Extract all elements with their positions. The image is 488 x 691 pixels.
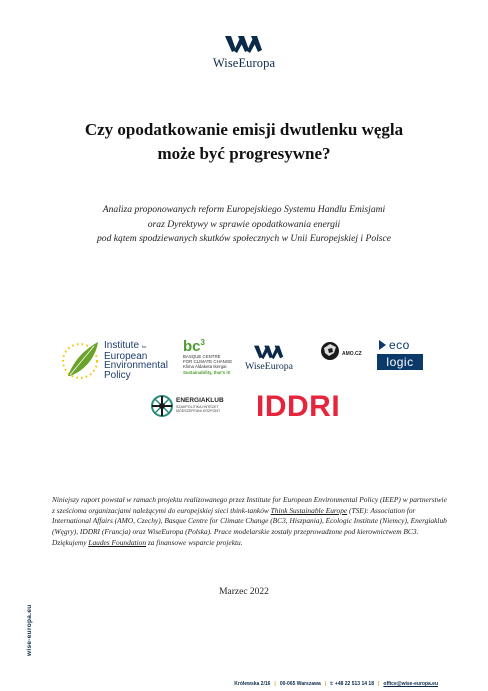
bc3-line-3: Klima Aldaketa Ikergai [183,364,227,369]
wiseeuropa-partner-logo [243,344,295,376]
energiaklub-mark-icon [150,394,174,418]
title-line-1: Czy opodatkowanie emisji dwutlenku węgla [84,120,404,139]
ecologic-logo [377,338,423,378]
side-url[interactable]: wise-europa.eu [26,604,33,656]
note-part-3: za finansowe wsparcie projektu. [146,537,243,547]
iddri-logo: IDDRI [256,390,341,423]
title-line-2: może być progresywne? [157,144,331,163]
publication-date: Marzec 2022 [219,587,269,597]
amo-globe-icon [320,340,340,362]
think-sustainable-europe-link[interactable]: Think Sustainable Europe [270,505,348,515]
footer-email[interactable]: office@wise-europa.eu [383,681,438,687]
ieep-leaf-icon [60,338,102,384]
energiaklub-logo [150,394,240,422]
bc3-name: bc [183,338,201,355]
footer-address: Królewska 2/16 [234,681,271,687]
ecologic-top: eco [389,338,410,352]
subtitle-line-1: Analiza proponowanych reform Europejskiego Systemu Handlu Emisjami [102,204,386,215]
energiaklub-line-2: MÓDSZERTANI KÖZPONT [176,409,221,414]
page-subtitle [40,203,448,247]
bc3-sup: 3 [200,338,205,347]
subtitle-line-3: pod kątem spodziewanych skutków społecznych w Unii Europejskiej i Polsce [96,233,392,244]
energiaklub-line-1: SZAKPOLITIKAI INTÉZET [176,405,219,409]
ieep-for: for [141,344,147,349]
ecologic-bottom: logic [377,354,423,370]
wiseeuropa-logo [0,34,488,71]
bc3-line-2: FOR CLIMATE CHANGE [183,359,233,364]
wiseeuropa-partner-name: WiseEuropa [244,361,294,372]
partner-logos [0,332,488,432]
wiseeuropa-brand: WiseEuropa [212,56,276,70]
bc3-line-1: BASQUE CENTRE [183,354,221,359]
ieep-line-2: European [104,350,148,362]
ieep-line-3: Environmental [104,360,168,371]
energiaklub-name: ENERGIAKLUB [176,397,224,404]
wiseeuropa-mark-icon [225,34,263,54]
amo-logo [320,340,368,370]
laudes-foundation-link[interactable]: Laudes Foundation [88,537,147,547]
note-part-1: Niniejszy raport powstał w ramach projektu realizowanego przez Institute for European Environmental Policy (IEEP) w partnerstwie z sześcioma organizacjami należącymi do europejskiej sieci think-tanków [52,495,447,515]
subtitle-line-2: oraz Dyrektywy w sprawie opodatkowania energii [147,218,341,230]
ieep-logo [60,338,172,384]
ieep-line-4: Policy [104,369,131,381]
ieep-line-1: Institute [104,340,140,351]
acknowledgement-note [52,495,448,549]
footer-contact [0,681,438,687]
bc3-logo [183,336,245,382]
footer-postal: 00-065 Warszawa [279,681,321,687]
wiseeuropa-small-mark-icon [254,344,284,360]
page-title [40,118,448,166]
footer-separator: | [324,681,327,687]
note-part-2: (TSE): Association for International Affairs (AMO, Czechy), Basque Centre for Climate Change (BC3, Hiszpania), Ecologic Institute (Niemcy), Energiaklub (Węgry), IDDRI (Francja) oraz WiseEuropa (Polska). Prace modelarskie zostały przeprowadzone pod kierownictwem BC3. Dziękujemy [52,505,447,547]
footer-separator: | [377,681,380,687]
bc3-line-4: Sustainability, that's it! [183,370,231,375]
ecologic-triangle-icon [379,340,386,350]
amo-label: AMO.CZ [342,351,362,357]
footer-phone: t: +48 22 513 14 18 [330,681,374,687]
footer-separator: | [274,681,276,687]
